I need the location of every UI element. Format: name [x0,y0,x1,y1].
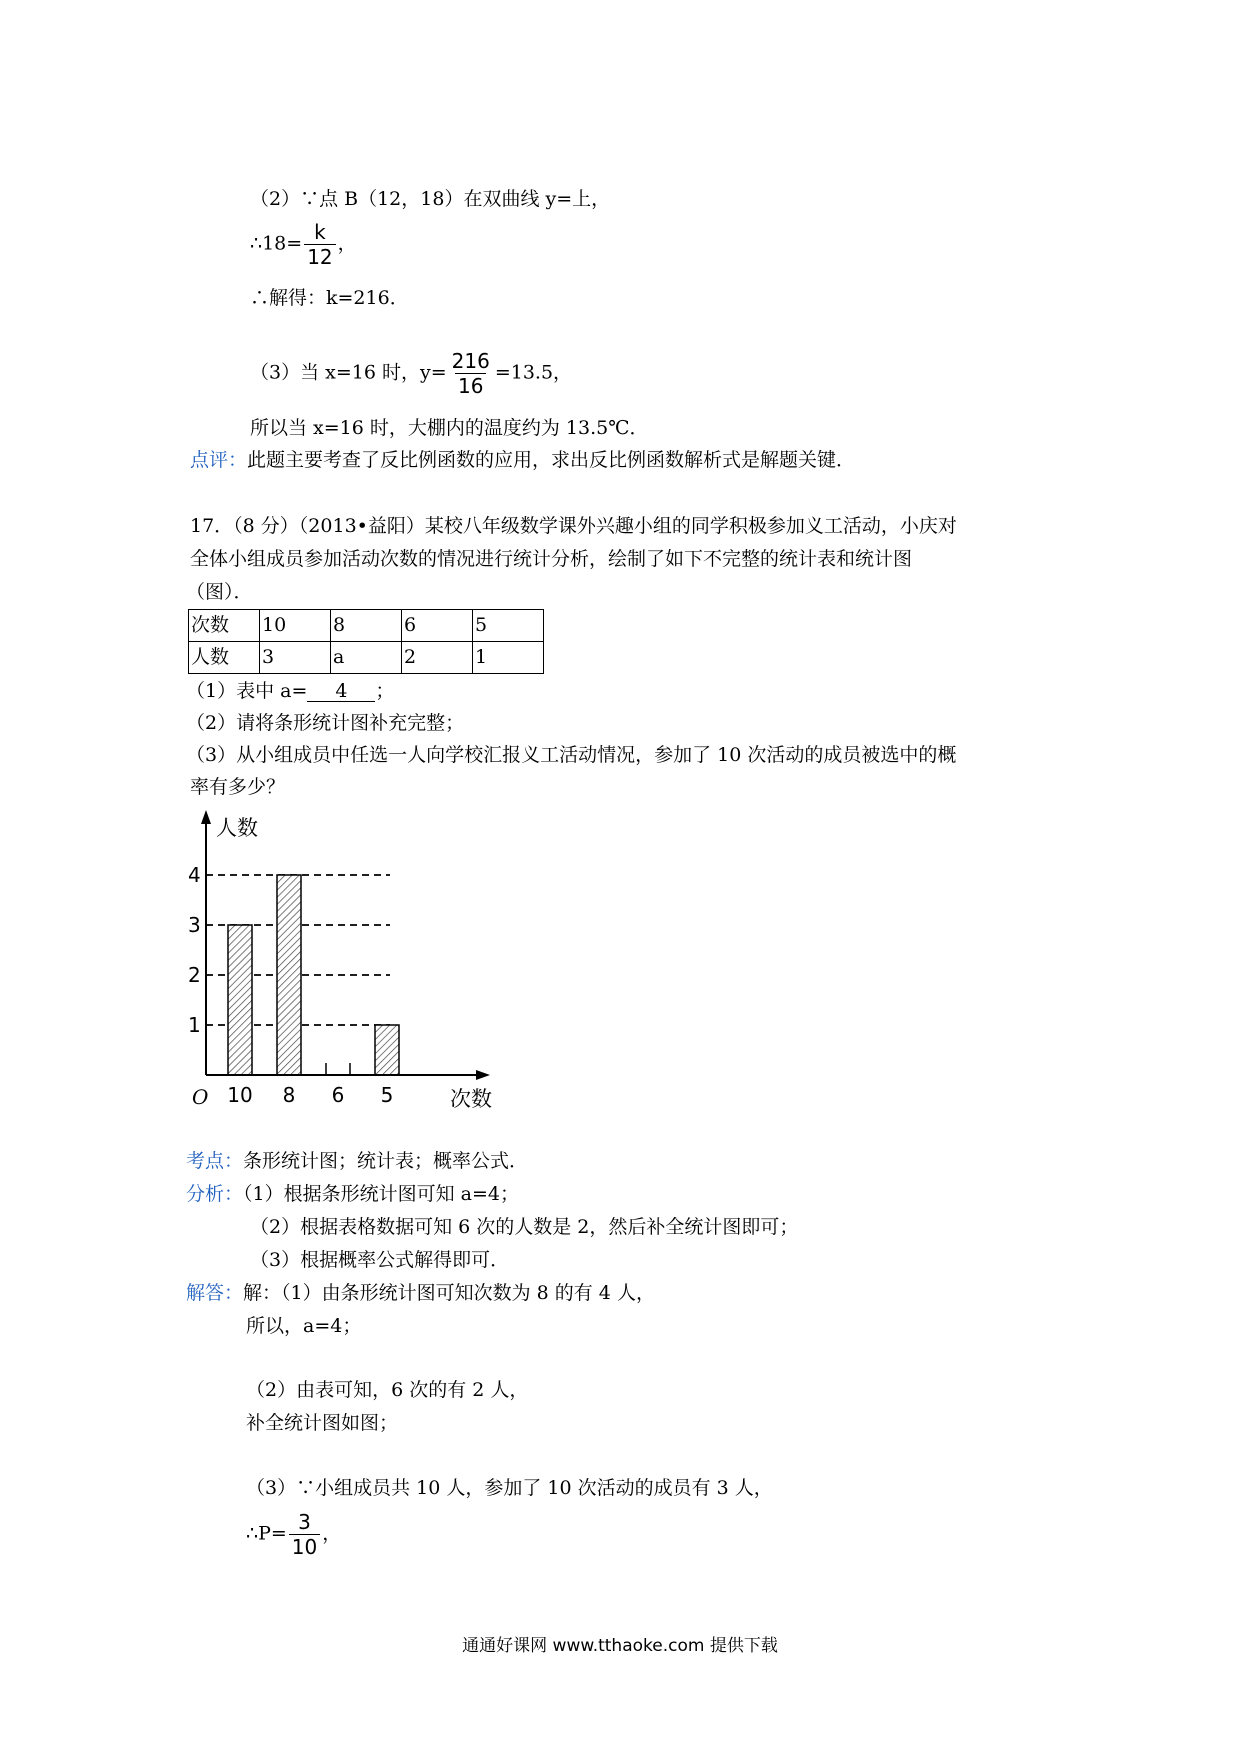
jieda-line2: 所以，a=4； [246,1315,362,1337]
table-cell: 10 [260,610,331,642]
x-tick-label: 5 [380,1083,394,1107]
fenxi-line2: （2）根据表格数据可知 6 次的人数是 2，然后补全统计图即可； [250,1216,799,1238]
fraction-numerator: k [314,220,326,244]
comment-text: 此题主要考查了反比例函数的应用，求出反比例函数解析式是解题关键． [247,449,856,471]
jieda-line6 [246,1512,341,1557]
jieda-6-prefix: ∴P= [246,1522,287,1545]
jieda-6-suffix: ， [322,1522,342,1545]
q1-prefix: （1）表中 a= [186,680,308,702]
table-cell: 1 [473,642,544,674]
part2-equation [250,222,357,267]
part3-suffix: =13.5， [494,361,573,384]
part2-eq-prefix: ∴18= [250,232,303,255]
part3-line2: 所以当 x=16 时，大棚内的温度约为 13.5℃． [250,417,649,439]
q3-line2: 率有多少？ [190,776,286,798]
y-tick-label: 1 [188,1013,201,1037]
question-line3: （图）． [186,581,253,603]
origin-label: O [192,1085,209,1109]
table-cell: 次数 [189,610,260,642]
page-footer: 通通好课网 www.tthaoke.com 提供下载 [462,1636,778,1656]
bar-5 [375,1025,399,1075]
q3-line1: （3）从小组成员中任选一人向学校汇报义工活动情况，参加了 10 次活动的成员被选中的概 [186,744,957,766]
part3-prefix: （3）当 x=16 时，y= [250,361,447,384]
jieda-line4: 补全统计图如图； [246,1412,399,1434]
fenxi-text-1: （1）根据条形统计图可知 a=4； [243,1183,519,1205]
table-cell: 5 [473,610,544,642]
q1-answer: 4 [307,682,375,702]
part3-equation [250,351,572,396]
x-tick-label: 10 [227,1083,253,1107]
jieda-line1 [186,1284,655,1303]
y-tick-label: 3 [188,913,201,937]
jieda-line3: （2）由表可知，6 次的有 2 人， [246,1379,529,1401]
x-tick-label: 8 [282,1083,296,1107]
fraction-denominator: 10 [289,1534,320,1557]
table-row [189,610,544,642]
table-cell: 8 [331,610,402,642]
table-cell: 3 [260,642,331,674]
comment-line [190,451,855,470]
fraction-3-over-10 [289,1512,320,1557]
question-line1: 17．（8 分）（2013•益阳）某校八年级数学课外兴趣小组的同学积极参加义工活动，小庆对 [190,515,957,537]
question-line2: 全体小组成员参加活动次数的情况进行统计分析，绘制了如下不完整的统计表和统计图 [190,548,913,570]
x-axis-arrow-icon [476,1070,490,1080]
comment-label: 点评： [190,449,248,471]
jieda-label: 解答： [186,1282,244,1304]
jieda-text-1: 解：（1）由条形统计图可知次数为 8 的有 4 人， [243,1282,655,1304]
x-axis-label: 次数 [450,1087,492,1110]
bar-8 [277,875,301,1075]
bar-chart [180,810,510,1110]
table-cell: a [331,642,402,674]
stat-table [188,609,544,674]
x-tick-label: 6 [331,1083,345,1107]
table-row [189,642,544,674]
fraction-denominator: 16 [455,373,486,396]
y-axis-arrow-icon [201,810,211,824]
y-tick-label: 4 [188,863,201,887]
kaodian-line [186,1152,528,1171]
fenxi-line1 [186,1185,519,1204]
q2-line: （2）请将条形统计图补充完整； [186,712,465,734]
fraction-numerator: 3 [298,1510,311,1534]
table-cell: 人数 [189,642,260,674]
part2-line1: （2）∵点 B（12，18）在双曲线 y=上， [250,188,611,210]
y-axis-label: 人数 [216,816,258,840]
y-tick-label: 2 [188,963,201,987]
table-cell: 2 [402,642,473,674]
fraction-denominator: 12 [304,244,335,267]
jieda-line5: （3）∵小组成员共 10 人，参加了 10 次活动的成员有 3 人， [246,1477,773,1499]
bar-10 [228,925,252,1075]
fenxi-label: 分析： [186,1183,244,1205]
kaodian-label: 考点： [186,1150,244,1172]
fraction-216-over-16 [449,351,493,396]
q1-line [186,682,394,702]
kaodian-text: 条形统计图；统计表；概率公式． [243,1150,529,1172]
fraction-k-over-12 [304,222,335,267]
fraction-numerator: 216 [451,349,490,373]
fenxi-line3: （3）根据概率公式解得即可． [250,1249,510,1271]
table-cell: 6 [402,610,473,642]
part2-line3: ∴解得：k=216． [250,287,409,309]
part2-eq-suffix: ， [337,232,357,255]
q1-suffix: ； [375,680,395,702]
